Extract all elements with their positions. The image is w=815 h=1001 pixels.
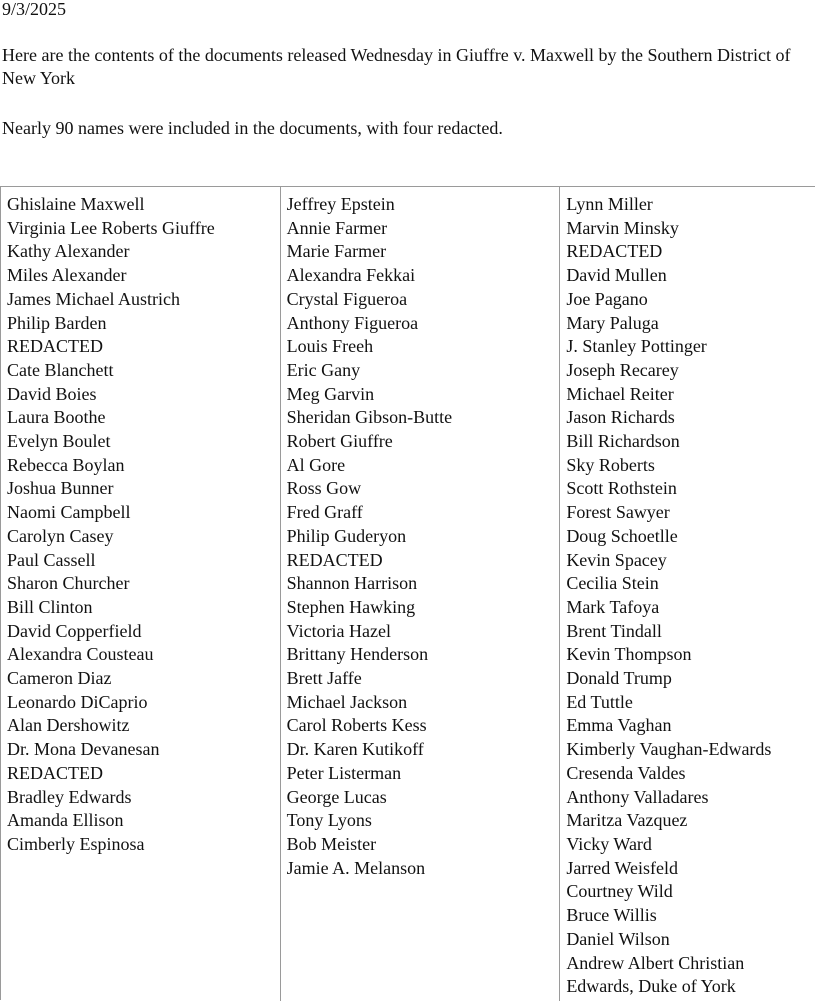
name-entry: Amanda Ellison bbox=[7, 810, 124, 831]
name-entry: Alexandra Fekkai bbox=[286, 265, 416, 286]
name-entry: Peter Listerman bbox=[286, 762, 402, 783]
name-entry: Virginia Lee Roberts Giuffre bbox=[7, 217, 215, 238]
name-entry: Cecilia Stein bbox=[566, 573, 659, 594]
name-entry: Jason Richards bbox=[566, 407, 675, 428]
name-entry: Louis Freeh bbox=[286, 336, 374, 357]
intro-paragraph: Here are the contents of the documents released Wednesday in Giuffre v. Maxwell by the Southern District of New York bbox=[2, 45, 791, 88]
name-entry: David Mullen bbox=[566, 265, 667, 286]
name-entry: REDACTED bbox=[566, 241, 663, 262]
name-entry: Evelyn Boulet bbox=[7, 431, 111, 452]
name-entry: Al Gore bbox=[286, 454, 346, 475]
name-entry: George Lucas bbox=[286, 786, 387, 807]
name-entry: Kevin Thompson bbox=[566, 644, 692, 665]
name-entry: Fred Graff bbox=[286, 502, 363, 523]
name-entry: Annie Farmer bbox=[286, 217, 388, 238]
names-note: Nearly 90 names were included in the documents, with four redacted. bbox=[2, 118, 503, 138]
name-entry: Mary Paluga bbox=[566, 312, 659, 333]
name-entry: Bill Richardson bbox=[566, 431, 680, 452]
name-entry: REDACTED bbox=[7, 762, 103, 783]
name-entry: Ghislaine Maxwell bbox=[7, 194, 145, 214]
name-entry: Donald Trump bbox=[566, 668, 672, 689]
name-entry: Dr. Mona Devanesan bbox=[7, 739, 160, 760]
name-entry: Doug Schoetlle bbox=[566, 525, 678, 546]
name-entry: Naomi Campbell bbox=[7, 502, 131, 523]
name-entry: Carolyn Casey bbox=[7, 525, 114, 546]
name-entry: Laura Boothe bbox=[7, 407, 106, 428]
name-entry: Eric Gany bbox=[286, 359, 361, 380]
name-entry: Marie Farmer bbox=[286, 241, 387, 262]
name-entry: Kimberly Vaughan-Edwards bbox=[566, 739, 772, 760]
name-entry: Alan Dershowitz bbox=[7, 715, 130, 736]
name-entry: Lynn Miller bbox=[566, 194, 653, 214]
name-entry: Cimberly Espinosa bbox=[7, 833, 145, 854]
names-list-3 bbox=[566, 193, 815, 999]
name-entry: Brent Tindall bbox=[566, 620, 662, 641]
name-entry: Vicky Ward bbox=[566, 833, 652, 854]
name-entry: Philip Barden bbox=[7, 312, 107, 333]
name-entry: Dr. Karen Kutikoff bbox=[286, 739, 424, 760]
name-entry: Cresenda Valdes bbox=[566, 762, 686, 783]
names-column-1 bbox=[1, 187, 281, 1001]
name-entry: Andrew Albert Christian bbox=[566, 952, 745, 973]
name-entry: REDACTED bbox=[286, 549, 383, 570]
name-entry: Ed Tuttle bbox=[566, 691, 633, 712]
name-entry: Bob Meister bbox=[286, 833, 377, 854]
name-entry: Scott Rothstein bbox=[566, 478, 677, 499]
name-entry: Victoria Hazel bbox=[286, 620, 392, 641]
name-entry: Stephen Hawking bbox=[286, 596, 416, 617]
name-entry: Philip Guderyon bbox=[286, 525, 407, 546]
name-entry: Jeffrey Epstein bbox=[286, 194, 395, 214]
name-entry: Tony Lyons bbox=[286, 810, 372, 831]
name-entry: Alexandra Cousteau bbox=[7, 644, 154, 665]
name-entry: Anthony Figueroa bbox=[286, 312, 419, 333]
name-entry: Jamie A. Melanson bbox=[286, 857, 426, 878]
name-entry: Kevin Spacey bbox=[566, 549, 667, 570]
name-entry: Jarred Weisfeld bbox=[566, 857, 678, 878]
name-entry: Joe Pagano bbox=[566, 288, 648, 309]
name-entry: David Boies bbox=[7, 383, 97, 404]
name-entry: Cameron Diaz bbox=[7, 668, 112, 689]
name-entry: Robert Giuffre bbox=[286, 431, 393, 452]
name-entry: Emma Vaghan bbox=[566, 715, 672, 736]
name-entry: Kathy Alexander bbox=[7, 241, 130, 262]
name-entry: Joseph Recarey bbox=[566, 359, 679, 380]
name-entry: Meg Garvin bbox=[286, 383, 375, 404]
name-entry: Joshua Bunner bbox=[7, 478, 114, 499]
name-entry: David Copperfield bbox=[7, 620, 142, 641]
name-entry: James Michael Austrich bbox=[7, 288, 180, 309]
name-entry: Rebecca Boylan bbox=[7, 454, 125, 475]
name-entry: Carol Roberts Kess bbox=[286, 715, 427, 736]
name-entry: Edwards, Duke of York bbox=[566, 976, 736, 997]
name-entry: Forest Sawyer bbox=[566, 502, 670, 523]
name-entry: Sky Roberts bbox=[566, 454, 655, 475]
name-entry: Daniel Wilson bbox=[566, 928, 670, 949]
name-entry: Bradley Edwards bbox=[7, 786, 132, 807]
name-entry: Shannon Harrison bbox=[286, 573, 418, 594]
names-list-1 bbox=[7, 193, 280, 857]
name-entry: Anthony Valladares bbox=[566, 786, 709, 807]
name-entry: Brett Jaffe bbox=[286, 668, 362, 689]
name-entry: Mark Tafoya bbox=[566, 596, 660, 617]
name-entry: Bruce Willis bbox=[566, 905, 657, 926]
name-entry: Maritza Vazquez bbox=[566, 810, 688, 831]
name-entry: Crystal Figueroa bbox=[286, 288, 408, 309]
name-entry: Cate Blanchett bbox=[7, 359, 114, 380]
name-entry: REDACTED bbox=[7, 336, 103, 357]
name-entry: Courtney Wild bbox=[566, 881, 673, 902]
name-entry: Brittany Henderson bbox=[286, 644, 429, 665]
name-entry: Leonardo DiCaprio bbox=[7, 691, 148, 712]
names-column-3 bbox=[560, 187, 815, 1001]
name-entry: Paul Cassell bbox=[7, 549, 96, 570]
names-list-2 bbox=[287, 193, 560, 880]
names-column-2 bbox=[281, 187, 561, 1001]
name-entry: Sheridan Gibson-Butte bbox=[286, 407, 453, 428]
document-date: 9/3/2025 bbox=[2, 0, 67, 19]
name-entry: Sharon Churcher bbox=[7, 573, 130, 594]
name-entry: J. Stanley Pottinger bbox=[566, 336, 707, 357]
name-entry: Michael Reiter bbox=[566, 383, 674, 404]
name-entry: Ross Gow bbox=[286, 478, 362, 499]
names-table bbox=[0, 186, 815, 1000]
name-entry: Michael Jackson bbox=[286, 691, 408, 712]
name-entry: Marvin Minsky bbox=[566, 217, 679, 238]
name-entry: Miles Alexander bbox=[7, 265, 127, 286]
name-entry: Bill Clinton bbox=[7, 596, 93, 617]
